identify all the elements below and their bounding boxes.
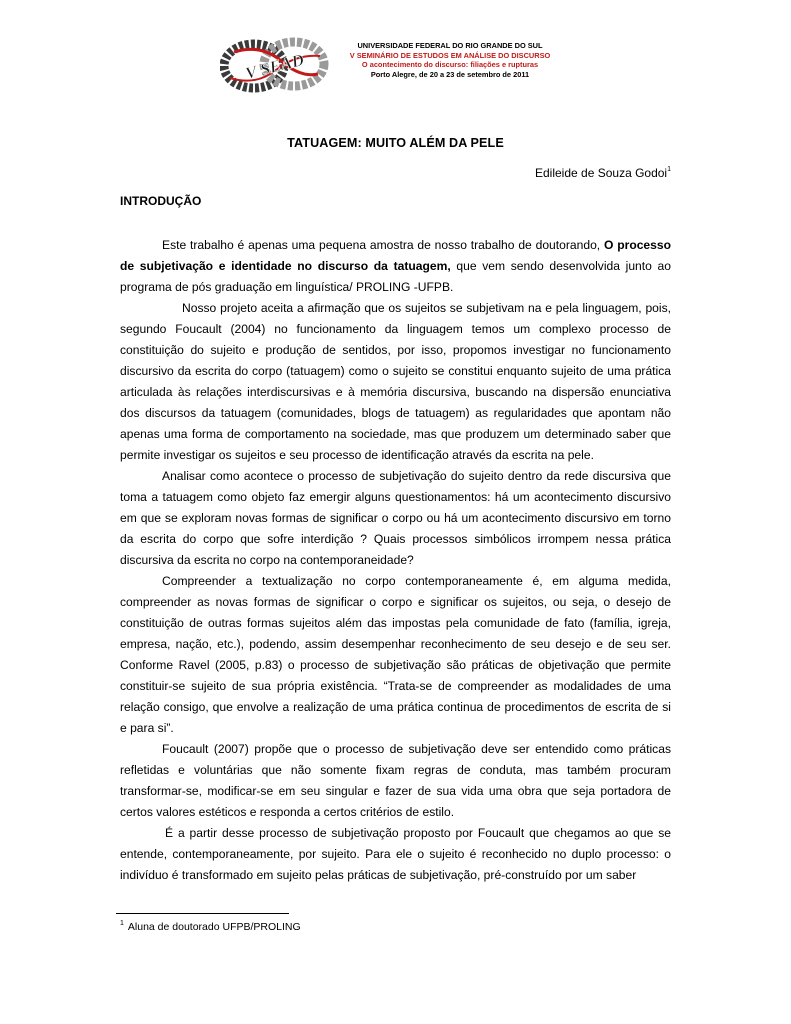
paragraph-2: Nosso projeto aceita a afirmação que os sujeitos se subjetivam na e pela linguagem, pois, segundo Foucault (2004) no funcionamento da linguagem temos um complexo processo de constituição do sujeito e produção de sentidos, por isso, propomos investigar no funcionamento discursivo da escrita do corpo (tatuagem) como o sujeito se constitui enquanto sujeito de uma prática articulada às relações interdiscursivas e à memória discursiva, buscando na dispersão enunciativa dos discursos da tatuagem (comunidades, blogs de tatuagem) as regularidades que apontam não apenas uma forma de comportamento na sociedade, mas que produzem um determinado saber que permite investigar os sujeitos e seu processo de identificação através da escrita na pele.: [120, 301, 671, 462]
footnote-text: Aluna de doutorado UFPB/PROLING: [127, 921, 301, 933]
p1-text-before: Este trabalho é apenas uma pequena amostra de nosso trabalho de doutorando,: [162, 238, 604, 252]
seminar-subtitle: O acontecimento do discurso: filiações e rupturas: [361, 60, 539, 70]
place-date: Porto Alegre, de 20 a 23 de setembro de 2011: [370, 69, 530, 79]
event-info: [330, 41, 570, 79]
body-text: [120, 235, 671, 886]
p1-text-after: que vem sendo desenvolvida junto ao programa de pós graduação em linguística/ PROLING -UFPB.: [120, 259, 671, 294]
footnote: [120, 920, 301, 933]
university-name: UNIVERSIDADE FEDERAL DO RIO GRANDE DO SUL: [357, 41, 543, 50]
page-header: [0, 0, 791, 110]
author-line: [535, 166, 671, 180]
logo-text: V SEAD: [243, 50, 306, 83]
paper-title: TATUAGEM: MUITO ALÉM DA PELE: [287, 136, 504, 150]
seminar-logo: [220, 34, 330, 96]
paragraph-3: Analisar como acontece o processo de subjetivação do sujeito dentro da rede discursiva que toma a tatuagem como objeto faz emergir alguns questionamentos: há um acontecimento discursivo em que se exploram novas formas de significar o corpo ou há um acontecimento discursivo em torno da escrita do corpo que sofre interdição ? Quais processos simbólicos irrompem nessa prática discursiva da escrita no corpo na contemporaneidade?: [120, 469, 671, 567]
paragraph-6: É a partir desse processo de subjetivação proposto por Foucault que chegamos ao que se entende, contemporaneamente, por sujeito. Para ele o sujeito é reconhecido no duplo processo: o indivíduo é transformado em sujeito pelas práticas de subjetivação, pré-construído por um saber: [120, 826, 671, 882]
seminar-name: V SEMINÁRIO DE ESTUDOS EM ANÁLISE DO DISCURSO: [349, 50, 551, 60]
author-name: Edileide de Souza Godoi: [535, 166, 668, 180]
section-heading: INTRODUÇÃO: [120, 194, 202, 208]
paragraph-4: Compreender a textualização no corpo contemporaneamente é, em alguma medida, compreender as novas formas de significar o corpo e significar os sujeitos, ou seja, o desejo de constituição de outras formas sujeitos além das impostas pela comunidade de fato (família, igreja, empresa, nação, etc.), podendo, assim desempenhar reconhecimento de seu desejo e de seu ser. Conforme Ravel (2005, p.83) o processo de subjetivação são práticas de objetivação que permite constituir-se sujeito de sua própria existência. “Trata-se de compreender as modalidades de uma relação consigo, que envolve a realização de uma prática continua de procedimentos de escrita de si e para si”.: [120, 574, 671, 735]
author-footnote-mark: 1: [667, 166, 671, 173]
paragraph-5: Foucault (2007) propõe que o processo de subjetivação deve ser entendido como práticas refletidas e voluntárias que não somente fixam regras de conduta, mas também procuram transformar-se, modificar-se em seu singular e fazer de sua vida uma obra que seja portadora de certos valores estéticos e responda a certos critérios de estilo.: [120, 742, 671, 819]
paragraph-1: [120, 235, 671, 298]
footnote-mark: 1: [120, 920, 124, 927]
p1-bold-title: O processo de subjetivação e identidade no discurso da tatuagem,: [120, 238, 671, 273]
footnote-separator: [116, 913, 289, 914]
